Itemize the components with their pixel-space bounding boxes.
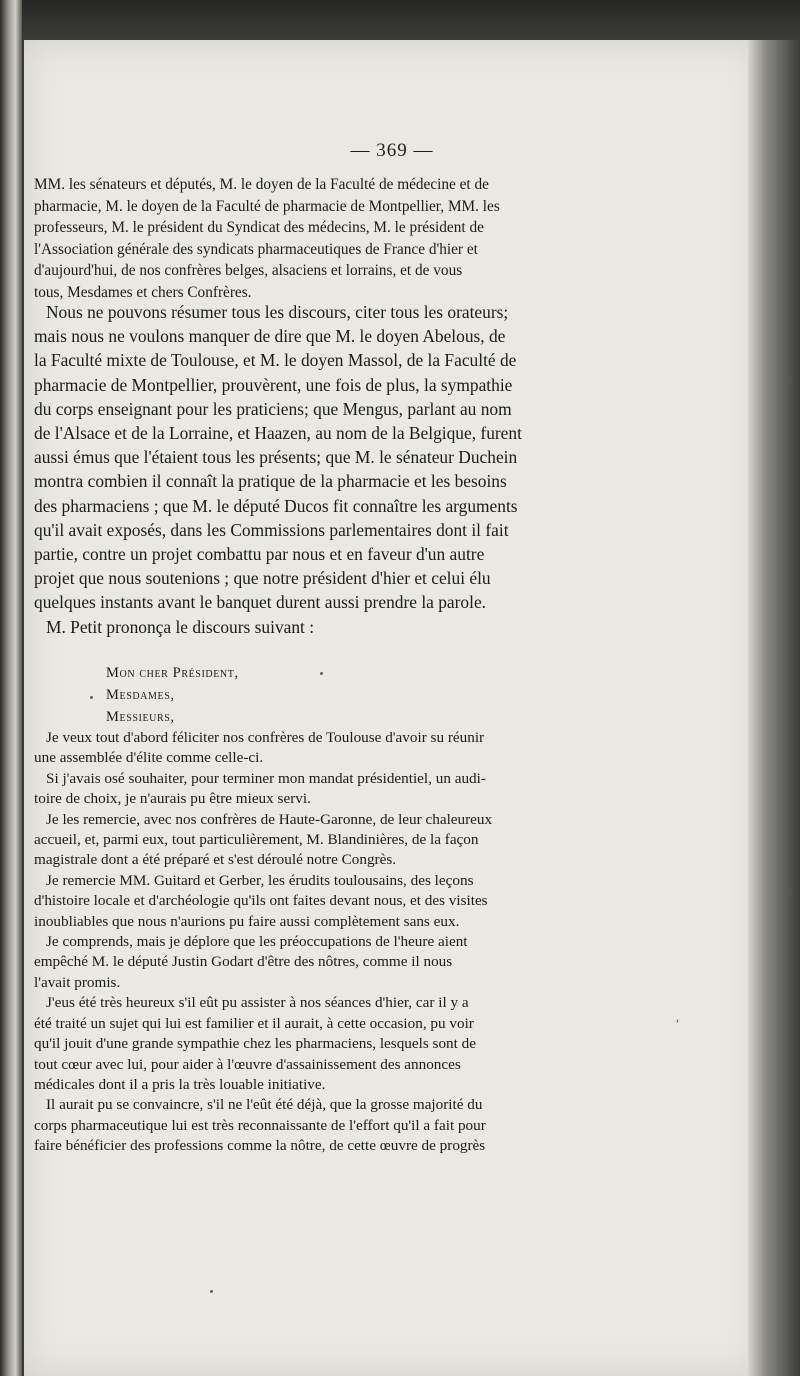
text-line: montra combien il connaît la pratique de la pharmacie et les besoins	[34, 471, 507, 492]
text-line: projet que nous soutenions ; que notre président d'hier et celui élu	[34, 568, 491, 589]
text-line: Si j'avais osé souhaiter, pour terminer mon mandat présidentiel, un audi-	[46, 769, 486, 787]
text-line: Je veux tout d'abord féliciter nos confrères de Toulouse d'avoir su réunir	[46, 729, 485, 746]
text-line: de l'Alsace et de la Lorraine, et Haazen, au nom de la Belgique, furent	[34, 423, 522, 444]
text-line: J'eus été très heureux s'il eût pu assister à nos séances d'hier, car il y a	[46, 994, 469, 1012]
text-line: faire bénéficier des professions comme la nôtre, de cette œuvre de progrès	[34, 1137, 486, 1155]
text-line: une assemblée d'élite comme celle-ci.	[34, 749, 264, 767]
text-line: professeurs, M. le président du Syndicat des médecins, M. le président de	[34, 219, 484, 237]
text-line: pharmacie de Montpellier, prouvèrent, une fois de plus, la sympathie	[34, 374, 513, 395]
text-line: quelques instants avant le banquet durent aussi prendre la parole.	[34, 592, 487, 613]
text-line: pharmacie, M. le doyen de la Faculté de pharmacie de Montpellier, MM. les	[34, 197, 500, 215]
text-line: l'Association générale des syndicats pharmaceutiques de France d'hier et	[34, 240, 478, 258]
text-line: partie, contre un projet combattu par nous et en faveur d'un autre	[34, 544, 485, 565]
salutation-line: Mon cher Président,	[106, 665, 239, 681]
text-line: l'avait promis.	[34, 973, 121, 991]
text-line: aussi émus que l'étaient tous les présents; que M. le sénateur Duchein	[34, 447, 518, 468]
text-line: toire de choix, je n'aurais pu être mieux servi.	[34, 790, 311, 808]
text-line: été traité un sujet qui lui est familier et il aurait, à cette occasion, pu voir	[34, 1014, 474, 1032]
text-line: empêché M. le député Justin Godart d'être des nôtres, comme il nous	[34, 953, 453, 971]
paragraph-speeches	[34, 300, 656, 639]
text-line: tous, Mesdames et chers Confrères.	[34, 283, 252, 301]
paragraph-thanks	[34, 174, 656, 304]
speech-body	[34, 728, 656, 1157]
text-line: MM. les sénateurs et députés, M. le doyen de la Faculté de médecine et de	[34, 176, 489, 193]
text-line: corps pharmaceutique lui est très reconnaissante de l'effort qu'il a fait pour	[34, 1116, 486, 1134]
text-line: qu'il avait exposés, dans les Commissions parlementaires dont il fait	[34, 519, 509, 540]
scan-speck	[210, 1290, 213, 1293]
speech-salutation	[106, 662, 239, 728]
scan-left-page-edge	[0, 0, 22, 1376]
text-line: médicales dont il a pris la très louable initiative.	[34, 1075, 326, 1093]
text-line: Je remercie MM. Guitard et Gerber, les érudits toulousains, des leçons	[46, 871, 474, 889]
scan-speck	[90, 696, 93, 699]
text-line: des pharmaciens ; que M. le député Ducos fit connaître les arguments	[34, 495, 518, 516]
page-number: — 369 —	[350, 140, 434, 161]
text-line: du corps enseignant pour les praticiens; que Mengus, parlant au nom	[34, 398, 512, 419]
text-line: Je comprends, mais je déplore que les préoccupations de l'heure aient	[46, 933, 468, 951]
text-line: mais nous ne voulons manquer de dire que M. le doyen Abelous, de	[34, 326, 506, 347]
text-line: inoubliables que nous n'aurions pu faire aussi complètement sans eux.	[34, 912, 460, 930]
text-line: la Faculté mixte de Toulouse, et M. le doyen Massol, de la Faculté de	[34, 350, 517, 371]
text-line: d'histoire locale et d'archéologie qu'ils ont faites devant nous, et des visites	[34, 892, 488, 910]
salutation-line: Messieurs,	[106, 709, 175, 725]
text-line: tout cœur avec lui, pour aider à l'œuvre d'assainissement des annonces	[34, 1055, 461, 1073]
text-line: M. Petit prononça le discours suivant :	[46, 616, 315, 637]
scan-background-top	[0, 0, 800, 44]
text-line: magistrale dont a été préparé et s'est déroulé notre Congrès.	[34, 851, 397, 869]
text-line: Il aurait pu se convaincre, s'il ne l'eût été déjà, que la grosse majorité du	[46, 1096, 483, 1114]
salutation-line: Mesdames,	[106, 687, 175, 703]
book-page	[24, 40, 760, 1376]
text-line: accueil, et, parmi eux, tout particulièrement, M. Blandinières, de la façon	[34, 831, 479, 849]
text-line: Nous ne pouvons résumer tous les discours, citer tous les orateurs;	[46, 302, 509, 322]
text-line: qu'il jouit d'une grande sympathie chez les pharmaciens, lesquels sont de	[34, 1035, 476, 1053]
scan-speck	[320, 672, 323, 675]
text-line: Je les remercie, avec nos confrères de Haute-Garonne, de leur chaleureux	[46, 810, 493, 828]
text-line: d'aujourd'hui, de nos confrères belges, alsaciens et lorrains, et de vous	[34, 262, 463, 280]
margin-pencil-mark: ʹ	[676, 1018, 680, 1033]
scan-right-edge	[748, 40, 800, 1376]
